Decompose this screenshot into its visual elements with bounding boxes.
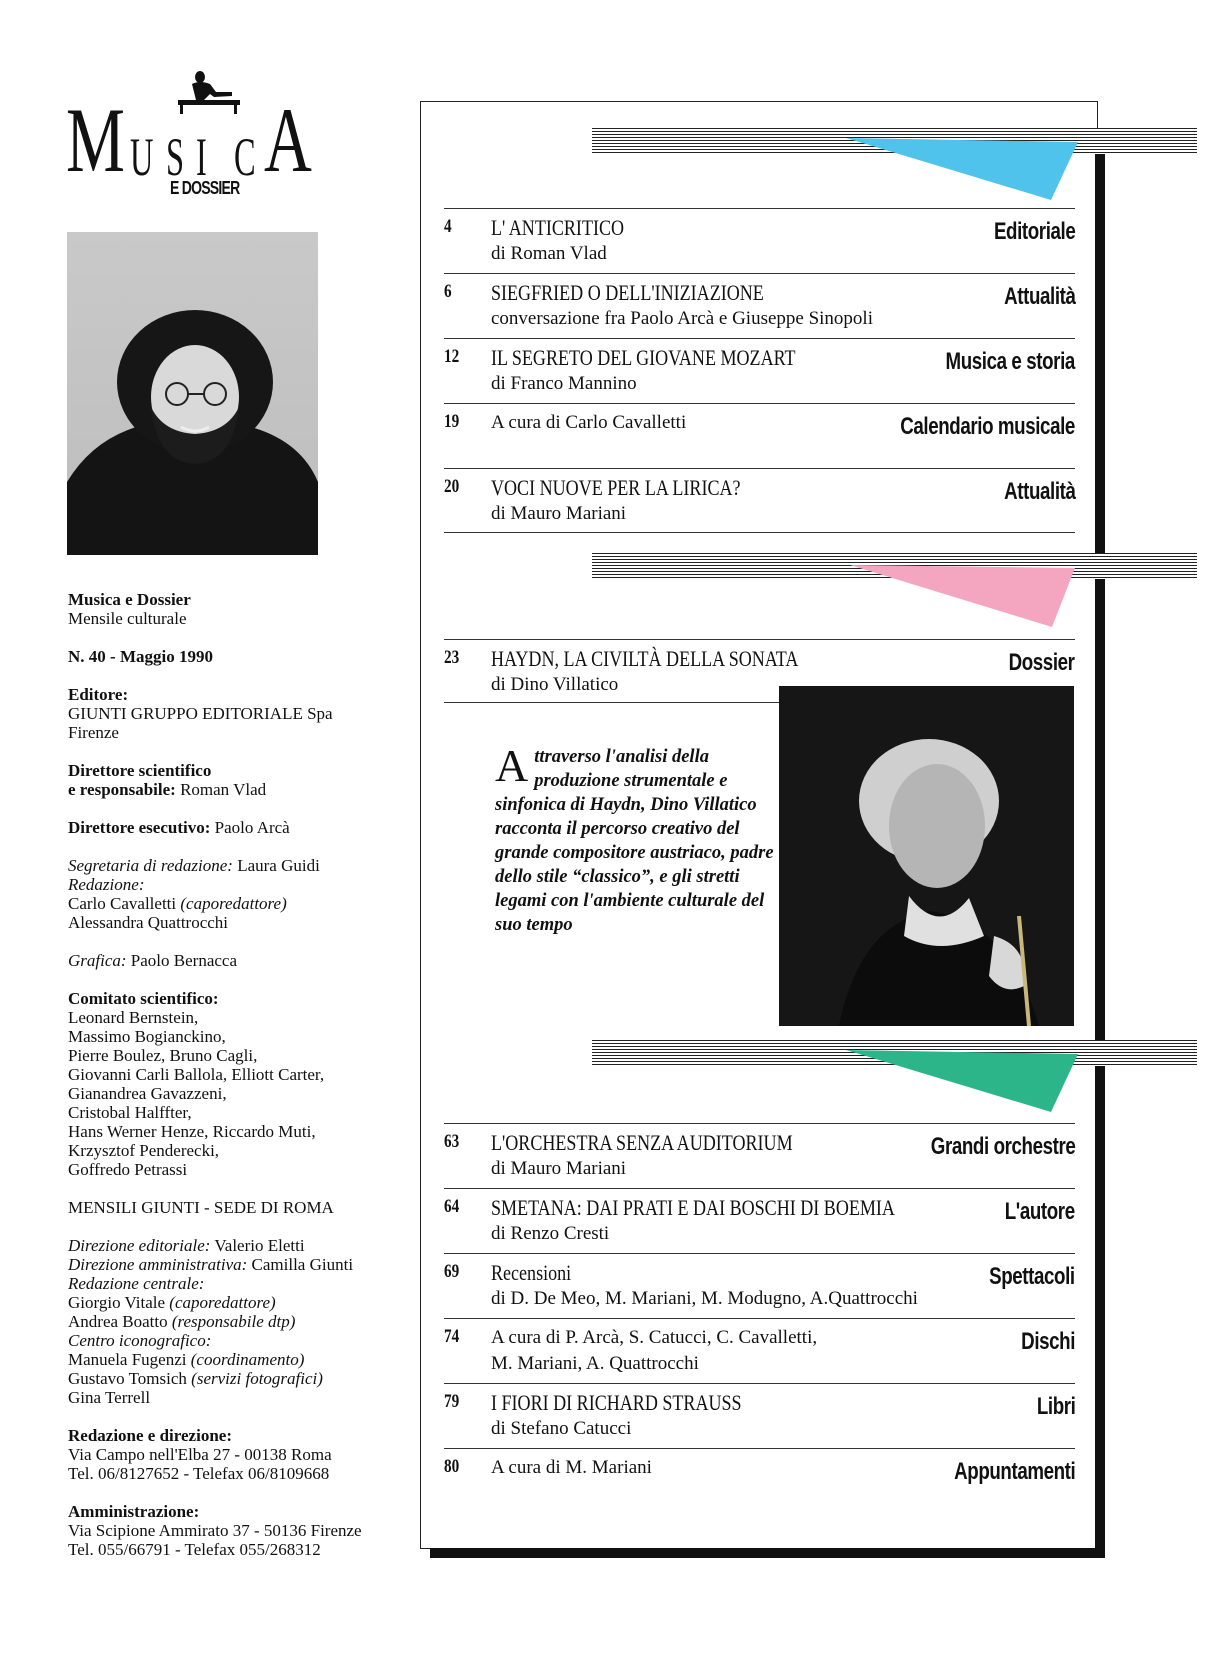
logo-letter-u: U	[130, 127, 154, 187]
committee-line: Cristobal Halffter,	[68, 1103, 192, 1122]
logo-letter-c: C	[234, 127, 256, 187]
editor-1-name: Carlo Cavalletti	[68, 894, 181, 913]
toc-byline: di D. De Meo, M. Mariani, M. Modugno, A.Quattrocchi	[491, 1288, 918, 1309]
editorial-label: Redazione:	[68, 875, 145, 894]
iconographic-label: Centro iconografico:	[68, 1331, 212, 1350]
editorial-direction-name: Valerio Eletti	[210, 1236, 305, 1255]
toc-title: Recensioni	[491, 1260, 572, 1285]
toc-page-number: 12	[444, 346, 460, 367]
director-portrait-photo	[67, 232, 318, 555]
issue-info	[68, 647, 408, 666]
toc-title: I FIORI DI RICHARD STRAUSS	[491, 1390, 742, 1415]
toc-page-number: 4	[444, 216, 452, 237]
scientific-director-label: Direttore scientifico	[68, 761, 212, 780]
logo-letter-a: A	[264, 89, 312, 191]
committee-block	[68, 989, 408, 1179]
toc-page-number: 69	[444, 1261, 460, 1282]
scientific-director-name: Roman Vlad	[175, 780, 267, 799]
toc-rule	[444, 532, 1075, 533]
toc-page-number: 6	[444, 281, 452, 302]
magazine-name: Musica e Dossier	[68, 590, 191, 609]
secretary-label: Segretaria di redazione:	[68, 856, 233, 875]
central-editor-2-role: (responsabile dtp)	[171, 1312, 296, 1331]
scientific-director-block	[68, 761, 408, 799]
toc-page-number: 64	[444, 1196, 460, 1217]
toc-byline: di Mauro Mariani	[491, 1158, 627, 1179]
publisher-label: Editore:	[68, 685, 129, 704]
committee-line: Gianandrea Gavazzeni,	[68, 1084, 227, 1103]
toc-entry[interactable]	[444, 1318, 1075, 1378]
magazine-tagline: Mensile culturale	[68, 609, 187, 628]
administration-block	[68, 1502, 408, 1559]
toc-page-number: 80	[444, 1456, 460, 1477]
rome-staff-block	[68, 1236, 408, 1407]
magazine-identity	[68, 590, 408, 628]
toc-page-number: 20	[444, 476, 460, 497]
toc-entry[interactable]	[444, 1253, 1075, 1313]
editor-1-role: (caporedattore)	[180, 894, 287, 913]
triangle-shape-1	[846, 138, 1078, 200]
toc-section: Libri	[1036, 1393, 1075, 1420]
toc-section: Musica e storia	[945, 348, 1075, 375]
toc-byline: di Renzo Cresti	[491, 1223, 610, 1244]
executive-director-label: Direttore esecutivo:	[68, 818, 211, 837]
toc-page-number: 74	[444, 1326, 460, 1347]
iconographic-2-role: (servizi fotografici)	[191, 1369, 323, 1388]
pianist-figure-icon	[170, 70, 240, 114]
toc-section: Attualità	[1003, 283, 1075, 310]
committee-line: Goffredo Petrassi	[68, 1160, 188, 1179]
committee-line: Hans Werner Henze, Riccardo Muti,	[68, 1122, 316, 1141]
office-address: Via Campo nell'Elba 27 - 00138 Roma	[68, 1445, 332, 1464]
dossier-blurb-text: ttraverso l'analisi della produzione strumentale e sinfonica di Haydn, Dino Villatico racconta il percorso creativo del grande compositore austriaco, padre dello stile “classico”, e gli stretti legami con l'ambiente culturale del suo tempo	[495, 747, 774, 935]
toc-entry[interactable]	[444, 1123, 1075, 1183]
toc-title: A cura di M. Mariani	[491, 1457, 652, 1478]
administration-address: Via Scipione Ammirato 37 - 50136 Firenze	[68, 1521, 362, 1540]
graphics-block	[68, 951, 408, 970]
toc-title: SIEGFRIED O DELL'INIZIAZIONE	[491, 280, 764, 305]
executive-director-name: Paolo Arcà	[210, 818, 290, 837]
toc-title: HAYDN, LA CIVILTÀ DELLA SONATA	[491, 646, 799, 671]
central-editor-2-name: Andrea Boatto	[68, 1312, 172, 1331]
toc-entry[interactable]	[444, 1448, 1075, 1508]
toc-byline: di Stefano Catucci	[491, 1418, 632, 1439]
central-editor-1-name: Giorgio Vitale	[68, 1293, 170, 1312]
toc-byline: di Roman Vlad	[491, 243, 607, 264]
toc-entry[interactable]	[444, 403, 1075, 463]
dossier-dropcap: A	[495, 740, 529, 791]
toc-title: L' ANTICRITICO	[491, 215, 625, 240]
toc-page-number: 19	[444, 411, 460, 432]
committee-label: Comitato scientifico:	[68, 989, 219, 1008]
haydn-portrait-photo	[779, 686, 1074, 1026]
committee-line: Pierre Boulez, Bruno Cagli,	[68, 1046, 258, 1065]
secretary-name: Laura Guidi	[232, 856, 320, 875]
publisher-block	[68, 685, 408, 742]
toc-entry[interactable]	[444, 273, 1075, 333]
logo-subtitle: E DOSSIER	[170, 178, 240, 198]
toc-byline: conversazione fra Paolo Arcà e Giuseppe Sinopoli	[491, 308, 873, 329]
monthly-heading: MENSILI GIUNTI - SEDE DI ROMA	[68, 1198, 334, 1217]
admin-direction-name: Camilla Giunti	[247, 1255, 354, 1274]
frame-shadow-right	[1095, 150, 1105, 1558]
logo-letter-m: M	[66, 89, 125, 191]
administration-label: Amministrazione:	[68, 1502, 200, 1521]
toc-byline: di Dino Villatico	[491, 674, 619, 695]
dossier-blurb	[495, 740, 775, 937]
issue-number: N. 40 - Maggio 1990	[68, 647, 213, 666]
monthly-heading-block	[68, 1198, 408, 1217]
toc-section: Spettacoli	[989, 1263, 1075, 1290]
graphics-label: Grafica:	[68, 951, 127, 970]
admin-direction-label: Direzione amministrativa:	[68, 1255, 248, 1274]
logo-letter-i: I	[196, 127, 207, 187]
toc-section: Appuntamenti	[953, 1458, 1075, 1485]
toc-section: Dischi	[1021, 1328, 1075, 1355]
portrait-illustration	[67, 232, 318, 555]
logo-letter-s: S	[166, 127, 185, 187]
graphics-name: Paolo Bernacca	[126, 951, 237, 970]
toc-entry[interactable]	[444, 208, 1075, 268]
triangle-accent-2	[850, 565, 1075, 627]
toc-section: L'autore	[1005, 1198, 1075, 1225]
toc-byline: di Franco Mannino	[491, 373, 637, 394]
toc-entry[interactable]	[444, 338, 1075, 398]
office-block	[68, 1426, 408, 1483]
toc-section: Attualità	[1003, 478, 1075, 505]
toc-page-number: 23	[444, 647, 460, 668]
toc-section: Dossier	[1009, 649, 1075, 676]
toc-title: L'ORCHESTRA SENZA AUDITORIUM	[491, 1130, 793, 1155]
toc-entry[interactable]	[444, 468, 1075, 528]
executive-director-block	[68, 818, 408, 837]
toc-page-number: 63	[444, 1131, 460, 1152]
toc-entry[interactable]	[444, 1383, 1075, 1443]
haydn-illustration	[779, 686, 1074, 1026]
magazine-logo	[66, 70, 326, 205]
triangle-shape-2	[850, 565, 1075, 627]
toc-byline: M. Mariani, A. Quattrocchi	[491, 1353, 699, 1374]
toc-title: IL SEGRETO DEL GIOVANE MOZART	[491, 345, 796, 370]
administration-phone: Tel. 055/66791 - Telefax 055/268312	[68, 1540, 321, 1559]
scientific-director-label-2: e responsabile:	[68, 780, 176, 799]
toc-title: A cura di P. Arcà, S. Catucci, C. Cavalletti,	[491, 1327, 818, 1348]
publisher-name: GIUNTI GRUPPO EDITORIALE Spa	[68, 704, 333, 723]
toc-title: A cura di Carlo Cavalletti	[491, 412, 687, 433]
iconographic-1-role: (coordinamento)	[190, 1350, 305, 1369]
committee-line: Krzysztof Penderecki,	[68, 1141, 220, 1160]
office-phone: Tel. 06/8127652 - Telefax 06/8109668	[68, 1464, 330, 1483]
toc-title: VOCI NUOVE PER LA LIRICA?	[491, 475, 741, 500]
frame-shadow-bottom	[430, 1548, 1105, 1558]
committee-line: Giovanni Carli Ballola, Elliott Carter,	[68, 1065, 325, 1084]
committee-line: Leonard Bernstein,	[68, 1008, 199, 1027]
toc-section: Calendario musicale	[900, 413, 1075, 440]
toc-title: SMETANA: DAI PRATI E DAI BOSCHI DI BOEMIA	[491, 1195, 895, 1220]
editorial-direction-label: Direzione editoriale:	[68, 1236, 211, 1255]
masthead-credits	[68, 590, 408, 1578]
toc-entry[interactable]	[444, 1188, 1075, 1248]
office-label: Redazione e direzione:	[68, 1426, 232, 1445]
toc-byline: di Mauro Mariani	[491, 503, 627, 524]
publisher-city: Firenze	[68, 723, 119, 742]
iconographic-2-name: Gustavo Tomsich	[68, 1369, 192, 1388]
triangle-shape-3	[846, 1050, 1078, 1112]
toc-section: Grandi orchestre	[930, 1133, 1075, 1160]
editorial-staff-block	[68, 856, 408, 932]
editor-2-name: Alessandra Quattrocchi	[68, 913, 229, 932]
committee-line: Massimo Bogianckino,	[68, 1027, 226, 1046]
iconographic-3-name: Gina Terrell	[68, 1388, 151, 1407]
toc-rule	[444, 702, 784, 703]
triangle-accent-3	[846, 1050, 1078, 1112]
central-editorial-label: Redazione centrale:	[68, 1274, 205, 1293]
toc-section: Editoriale	[993, 218, 1075, 245]
toc-page-number: 79	[444, 1391, 460, 1412]
iconographic-1-name: Manuela Fugenzi	[68, 1350, 191, 1369]
triangle-accent-1	[846, 138, 1078, 200]
central-editor-1-role: (caporedattore)	[169, 1293, 276, 1312]
